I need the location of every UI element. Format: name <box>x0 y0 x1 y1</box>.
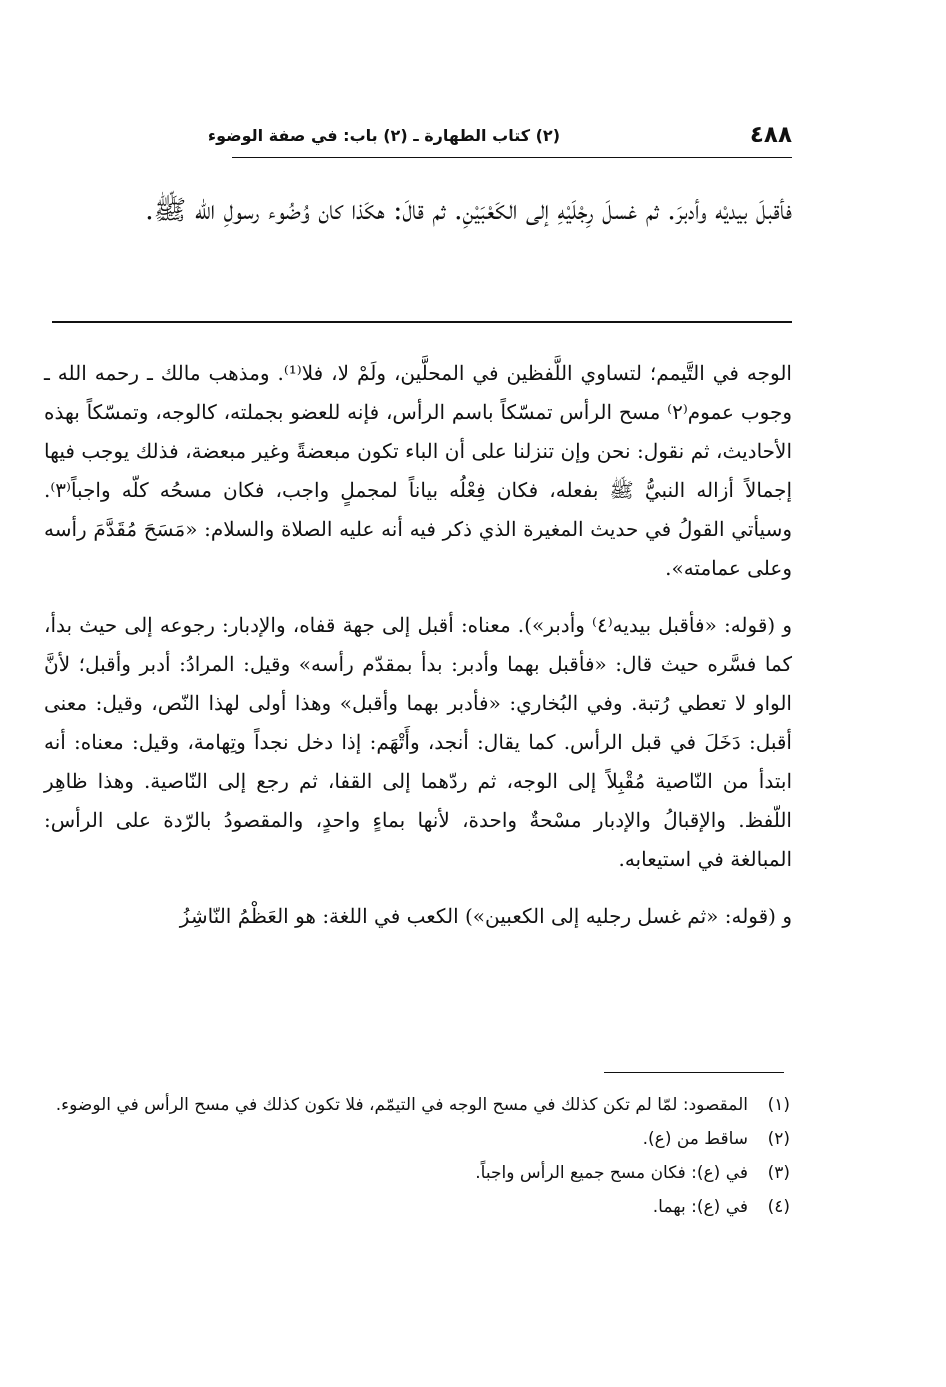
footnote-text: ساقط من (ع). <box>642 1129 748 1149</box>
footnote <box>44 1122 792 1156</box>
hadith-divider <box>52 321 792 323</box>
footnote <box>44 1190 792 1224</box>
commentary <box>44 354 792 954</box>
footnote <box>44 1156 792 1190</box>
page-number: ٤٨٨ <box>749 122 792 148</box>
footnote-text: المقصود: لمّا لم تكن كذلك في مسح الوجه في التيمّم، فلا تكون كذلك في مسح الرأس في الوضوء. <box>55 1095 748 1115</box>
footnotes <box>44 1088 792 1224</box>
footnote-divider <box>604 1072 784 1073</box>
hadith-text: فأقبلَ بيديْه وأدبرَ. ثم غسلَ رِجْلَيْهِ إلى الكَعْبَيْنِ. ثم قالَ: هكَذا كان وُضُوء رسولِ الله ﷺ. <box>145 195 792 226</box>
footnote <box>44 1088 792 1122</box>
footnote-text: في (ع): بهما. <box>652 1197 748 1217</box>
footnote-number: (٣) <box>767 1163 790 1183</box>
footnote-number: (٢) <box>767 1129 790 1149</box>
commentary-paragraph: و (قوله: «ثم غسل رجليه إلى الكعبين») الكعب في اللغة: هو العَظْمُ النّاشِزُ <box>179 904 792 928</box>
footnote-text: في (ع): فكان مسح جميع الرأس واجباً. <box>475 1163 748 1183</box>
commentary-paragraph: و (قوله: «فأقبل بيديه⁽٤⁾ وأدبر»). معناه: أقبل إلى جهة قفاه، والإدبار: رجوعه إلى حيث بدأ، كما فسَّره حيث قال: «فأقبل بهما وأدبر: بدأ بمقدّم رأسه» وقيل: المرادُ: أدبر وأقبل؛ لأنَّ الواو لا تعطي رُتبة. وفي البُخاري: «فأدبر بهما وأقبل» وهذا أولى لهذا النّص، وقيل: معنى أقبل: دَخَلَ في قبل الرأس. كما يقال: أنجد، وأَتْهَم: إذا دخل نجداً وتِهامة، وقيل: معناه: أنه ابتدأ من النّاصية مُقْبِلاً إلى الوجه، ثم ردّهما إلى القفا، ثم رجع إلى النّاصية. وهذا ظاهِر اللّفظ. والإقبالُ والإدبار مسْحةٌ واحدة، لأنها بماءٍ واحدٍ، والمقصودُ بالرّدة على الرأس: المبالغة في استيعابه. <box>44 613 793 871</box>
running-title: (٢) كتاب الطهارة ـ (٢) باب: في صفة الوضوء <box>207 126 560 145</box>
footnote-number: (٤) <box>767 1197 790 1217</box>
footnote-number: (١) <box>767 1095 790 1115</box>
commentary-paragraph: الوجه في التَّيمم؛ لتساوي اللَّفظين في المحلَّين، ولَمْ لا، فلا⁽¹⁾. ومذهب مالك ـ رحمه الله ـ وجوب عموم⁽٢⁾ مسح الرأس تمسّكاً باسم الرأس، فإنه للعضو بجملته، كالوجه، وتمسّكاً بهذه الأحاديث، ثم نقول: نحن وإن تنزلنا على أن الباء تكون مبعضةً وغير مبعضة، فذلك يوجب فيها إجمالاً أزاله النبيُّ ﷺ بفعله، فكان فِعْلُه بياناً لمجملٍ واجب، فكان مسحُه كلّه واجباً⁽٣⁾. وسيأتي القولُ في حديث المغيرة الذي ذكر فيه أنه عليه الصلاة والسلام: «مَسَحَ مُقَدَّمَ رأسه وعلى عمامته». <box>44 361 793 580</box>
header-rule <box>232 157 792 158</box>
page-header <box>207 122 792 152</box>
